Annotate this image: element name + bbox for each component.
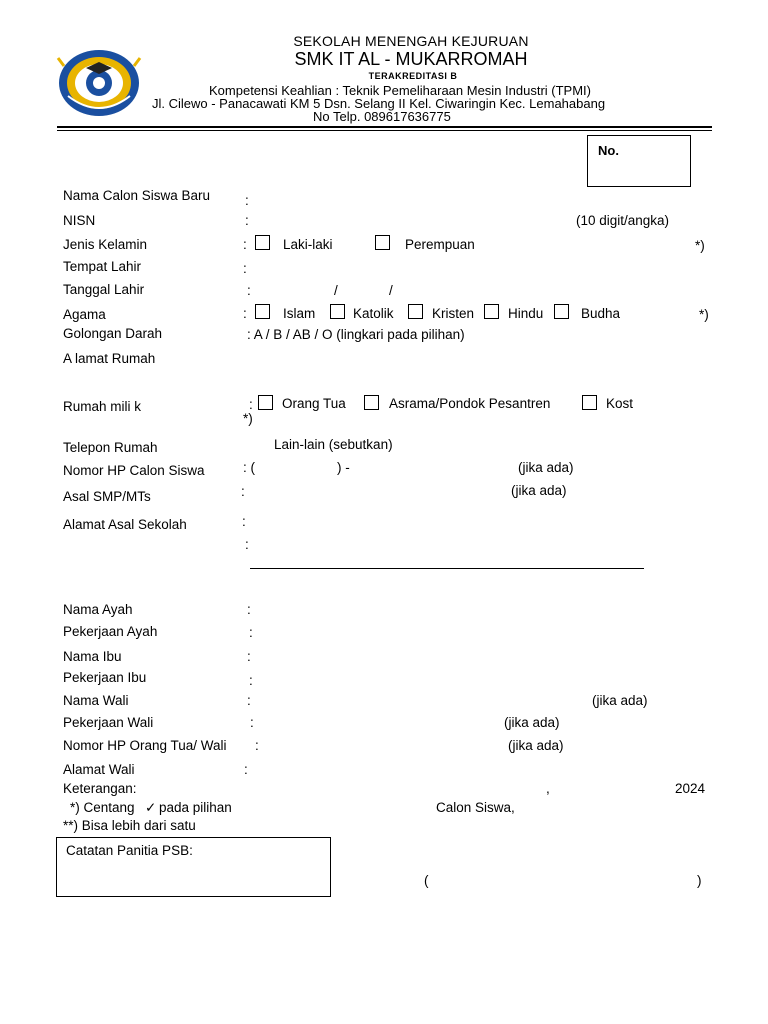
- number-label: No.: [598, 143, 619, 158]
- label-nama-ibu: Nama Ibu: [63, 649, 122, 664]
- option-islam: Islam: [283, 306, 316, 321]
- jika-ada-note: (jika ada): [504, 715, 560, 730]
- note-centang: *) Centang: [70, 800, 135, 815]
- option-hindu: Hindu: [508, 306, 544, 321]
- calon-siswa-label: Calon Siswa,: [436, 800, 515, 815]
- colon: :: [241, 484, 245, 499]
- colon: :: [243, 237, 247, 252]
- checkbox-asrama[interactable]: [364, 395, 379, 410]
- school-address: Jl. Cilewo - Panacawati KM 5 Dsn. Selang II Kel. Ciwaringin Kec. Lemahabang: [152, 96, 606, 111]
- option-katolik: Katolik: [353, 306, 394, 321]
- date-separator: /: [334, 283, 338, 298]
- label-nomor-hp: Nomor HP Calon Siswa: [63, 463, 205, 478]
- option-budha: Budha: [581, 306, 621, 321]
- label-alamat-sekolah: Alamat Asal Sekolah: [63, 517, 187, 532]
- option-kristen: Kristen: [432, 306, 475, 321]
- option-perempuan: Perempuan: [405, 237, 475, 252]
- colon: :: [249, 625, 253, 640]
- colon: :: [247, 693, 251, 708]
- asterisk-note: *): [699, 307, 709, 322]
- jika-ada-note: (jika ada): [511, 483, 567, 498]
- note-pada-pilihan: pada pilihan: [159, 800, 232, 815]
- hp-format-open: : (: [243, 460, 255, 475]
- date-separator: /: [389, 283, 393, 298]
- catatan-panitia-label: Catatan Panitia PSB:: [66, 843, 193, 858]
- label-telepon-rumah: Telepon Rumah: [63, 440, 158, 455]
- checkbox-orang-tua[interactable]: [258, 395, 273, 410]
- jika-ada-note: (jika ada): [518, 460, 574, 475]
- option-lain-lain: Lain-lain (sebutkan): [274, 437, 393, 452]
- checkbox-budha[interactable]: [554, 304, 569, 319]
- checkbox-katolik[interactable]: [330, 304, 345, 319]
- label-tanggal-lahir: Tanggal Lahir: [63, 282, 145, 297]
- colon: :: [243, 306, 247, 321]
- label-nama-ayah: Nama Ayah: [63, 602, 133, 617]
- checkbox-islam[interactable]: [255, 304, 270, 319]
- colon: :: [243, 261, 247, 276]
- label-alamat-wali: Alamat Wali: [63, 762, 135, 777]
- checkbox-kost[interactable]: [582, 395, 597, 410]
- colon: :: [245, 537, 249, 552]
- header-rule-thin: [57, 130, 712, 131]
- colon: :: [242, 514, 246, 529]
- checkbox-perempuan[interactable]: [375, 235, 390, 250]
- colon: :: [244, 762, 248, 777]
- label-nama-wali: Nama Wali: [63, 693, 129, 708]
- signature-year: 2024: [675, 781, 706, 796]
- blood-options: : A / B / AB / O (lingkari pada pilihan): [247, 327, 465, 342]
- jika-ada-note: (jika ada): [592, 693, 648, 708]
- colon: :: [247, 649, 251, 664]
- colon: :: [247, 283, 251, 298]
- asterisk-note: *): [243, 411, 253, 426]
- option-laki-laki: Laki-laki: [283, 237, 333, 252]
- checkbox-hindu[interactable]: [484, 304, 499, 319]
- label-pekerjaan-ibu: Pekerjaan Ibu: [63, 670, 147, 685]
- label-agama: Agama: [63, 307, 106, 322]
- label-pekerjaan-ayah: Pekerjaan Ayah: [63, 624, 158, 639]
- signature-close-paren: ): [697, 873, 702, 888]
- option-asrama: Asrama/Pondok Pesantren: [389, 396, 551, 411]
- school-type: SEKOLAH MENENGAH KEJURUAN: [293, 33, 529, 49]
- accreditation: TERAKREDITASI B: [368, 71, 458, 81]
- signature-open-paren: (: [424, 873, 429, 888]
- note-bisa-lebih: **) Bisa lebih dari satu: [63, 818, 196, 833]
- header-rule-thick: [57, 126, 712, 128]
- date-comma: ,: [546, 781, 550, 796]
- colon: :: [249, 397, 253, 412]
- colon: :: [247, 602, 251, 617]
- nisn-note: (10 digit/angka): [576, 213, 670, 228]
- colon: :: [250, 715, 254, 730]
- school-phone: No Telp. 089617636775: [313, 109, 451, 124]
- option-kost: Kost: [606, 396, 634, 411]
- label-asal-smp: Asal SMP/MTs: [63, 489, 151, 504]
- label-alamat-rumah: A lamat Rumah: [63, 351, 156, 366]
- label-hp-ortu: Nomor HP Orang Tua/ Wali: [63, 738, 227, 753]
- school-name: SMK IT AL - MUKARROMAH: [294, 49, 528, 69]
- colon: :: [245, 213, 249, 228]
- colon: :: [245, 193, 249, 208]
- checkmark-icon: ✓: [145, 800, 157, 815]
- checkbox-kristen[interactable]: [408, 304, 423, 319]
- label-nama-calon: Nama Calon Siswa Baru: [63, 188, 211, 203]
- option-orang-tua: Orang Tua: [282, 396, 346, 411]
- label-pekerjaan-wali: Pekerjaan Wali: [63, 715, 154, 730]
- competency: Kompetensi Keahlian : Teknik Pemeliharaan Mesin Industri (TPMI): [209, 83, 591, 98]
- colon: :: [255, 738, 259, 753]
- label-nisn: NISN: [63, 213, 96, 228]
- address-line: [250, 568, 644, 569]
- colon: :: [249, 673, 253, 688]
- label-rumah-milik: Rumah mili k: [63, 399, 142, 414]
- label-golongan-darah: Golongan Darah: [63, 326, 163, 341]
- jika-ada-note: (jika ada): [508, 738, 564, 753]
- catatan-panitia-box[interactable]: [56, 837, 331, 897]
- label-tempat-lahir: Tempat Lahir: [63, 259, 142, 274]
- checkbox-laki-laki[interactable]: [255, 235, 270, 250]
- keterangan-label: Keterangan:: [63, 781, 137, 796]
- asterisk-note: *): [695, 238, 705, 253]
- label-jenis-kelamin: Jenis Kelamin: [63, 237, 148, 252]
- hp-format-close: ) -: [337, 460, 350, 475]
- number-box[interactable]: [587, 135, 691, 187]
